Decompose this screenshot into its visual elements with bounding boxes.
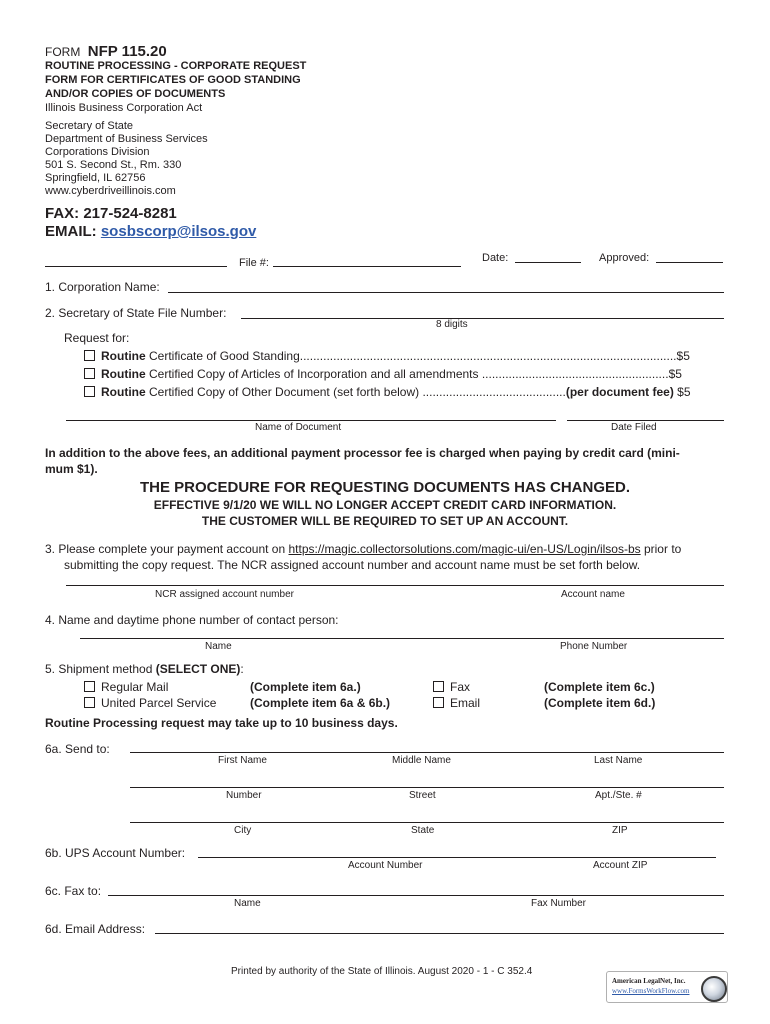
ncr-account-field[interactable] <box>66 585 724 586</box>
email-line: EMAIL: sosbscorp@ilsos.gov <box>45 223 257 240</box>
articles-checkbox[interactable] <box>84 368 95 379</box>
send-to-name-field[interactable] <box>130 752 724 753</box>
request-articles[interactable]: Routine Certified Copy of Articles of Incorporation and all amendments ........................................................$5 <box>84 367 682 381</box>
name-of-document-field[interactable] <box>66 420 556 421</box>
fax-number-caption: Fax Number <box>531 898 587 909</box>
aln-seal-icon <box>701 976 727 1002</box>
form-title-line-1: ROUTINE PROCESSING - CORPORATE REQUEST <box>45 60 307 72</box>
fax-name-caption: Name <box>234 898 261 909</box>
fax-to-field[interactable] <box>108 895 724 896</box>
corporation-name-field[interactable] <box>168 292 724 293</box>
form-title-line-2: FORM FOR CERTIFICATES OF GOOD STANDING <box>45 74 301 86</box>
email-link[interactable]: sosbscorp@ilsos.gov <box>100 223 257 240</box>
fax-note: (Complete item 6c.) <box>544 680 655 694</box>
fax-number: FAX: 217-524-8281 <box>45 205 177 222</box>
aln-website-link[interactable]: www.FormsWorkFlow.com <box>612 987 690 995</box>
address-line-5: Springfield, IL 62756 <box>45 172 146 184</box>
payment-account-link[interactable]: https://magic.collectorsolutions.com/magic-ui/en-US/Login/ilsos-bs <box>288 542 641 556</box>
printed-by-authority: Printed by authority of the State of Illinois. August 2020 - 1 - C 352.4 <box>231 966 533 977</box>
apt-caption: Apt./Ste. # <box>595 790 642 801</box>
form-title-line-3: AND/OR COPIES OF DOCUMENTS <box>45 88 226 100</box>
regular-mail-note: (Complete item 6a.) <box>250 680 361 694</box>
email-note: (Complete item 6d.) <box>544 696 656 710</box>
address-line-1: Secretary of State <box>45 120 134 132</box>
item3-text: 3. Please complete your payment account on https://magic.collectorsolutions.com/magic-ui/en-US/Login/ilsos-bs prior to <box>45 542 682 556</box>
account-number-caption: Account Number <box>348 860 423 871</box>
good-standing-checkbox[interactable] <box>84 350 95 361</box>
option-email[interactable]: Email <box>433 696 480 710</box>
date-field[interactable] <box>515 262 581 263</box>
date-filed-caption: Date Filed <box>611 422 657 433</box>
option-regular-mail[interactable]: Regular Mail <box>84 680 168 694</box>
account-required-notice: THE CUSTOMER WILL BE REQUIRED TO SET UP AN ACCOUNT. <box>201 514 569 528</box>
street-caption: Street <box>409 790 436 801</box>
act-name: Illinois Business Corporation Act <box>45 102 203 114</box>
ups-account-field[interactable] <box>198 857 716 858</box>
fax-to-label: 6c. Fax to: <box>45 884 102 898</box>
request-good-standing[interactable]: Routine Certificate of Good Standing.................................................................................................................$5 <box>84 349 690 363</box>
item3-text-2: submitting the copy request. The NCR assigned account number and account name must be set forth below. <box>64 558 641 572</box>
option-fax[interactable]: Fax <box>433 680 470 694</box>
account-zip-caption: Account ZIP <box>593 860 648 871</box>
website-link[interactable]: www.cyberdriveillinois.com <box>45 185 176 197</box>
sos-file-number-field[interactable] <box>241 318 724 319</box>
number-caption: Number <box>226 790 262 801</box>
account-name-caption: Account name <box>561 589 625 600</box>
procedure-changed-headline: THE PROCEDURE FOR REQUESTING DOCUMENTS HAS CHANGED. <box>139 479 631 496</box>
first-name-caption: First Name <box>218 755 267 766</box>
date-filed-field[interactable] <box>567 420 724 421</box>
ups-note: (Complete item 6a & 6b.) <box>250 696 391 710</box>
other-document-checkbox[interactable] <box>84 386 95 397</box>
name-of-document-caption: Name of Document <box>255 422 342 433</box>
no-credit-card-notice: EFFECTIVE 9/1/20 WE WILL NO LONGER ACCEPT CREDIT CARD INFORMATION. <box>153 498 617 512</box>
shipment-method-label: 5. Shipment method (SELECT ONE): <box>45 662 244 676</box>
street-address-field[interactable] <box>130 787 724 788</box>
contact-name-caption: Name <box>205 641 232 652</box>
option-ups[interactable]: United Parcel Service <box>84 696 216 710</box>
contact-person-label: 4. Name and daytime phone number of contact person: <box>45 613 339 627</box>
contact-phone-caption: Phone Number <box>560 641 628 652</box>
city-caption: City <box>234 825 252 836</box>
request-for-label: Request for: <box>64 331 130 345</box>
processing-time-note: Routine Processing request may take up to 10 business days. <box>45 716 398 730</box>
state-caption: State <box>411 825 435 836</box>
processor-fee-notice-2: mum $1). <box>45 462 98 476</box>
contact-person-field[interactable] <box>80 638 724 639</box>
date-label: Date: <box>482 252 509 264</box>
eight-digits-caption: 8 digits <box>436 319 468 330</box>
ncr-account-number-caption: NCR assigned account number <box>155 589 294 600</box>
approved-label: Approved: <box>599 252 650 264</box>
form-number: FORM NFP 115.20 <box>45 43 167 60</box>
address-line-3: Corporations Division <box>45 146 150 158</box>
ups-checkbox[interactable] <box>84 697 95 708</box>
fax-checkbox[interactable] <box>433 681 444 692</box>
file-number-label: 2. Secretary of State File Number: <box>45 306 227 320</box>
address-line-2: Department of Business Services <box>45 133 208 145</box>
file-number-field[interactable] <box>273 266 461 267</box>
aln-company-name: American LegalNet, Inc. <box>612 977 686 985</box>
request-other-document[interactable]: Routine Certified Copy of Other Document (set forth below) ...........................................(per document fee) $5 <box>84 385 691 399</box>
email-address-field[interactable] <box>155 933 724 934</box>
last-name-caption: Last Name <box>594 755 643 766</box>
office-blank-line[interactable] <box>45 266 227 267</box>
approved-field[interactable] <box>656 262 723 263</box>
send-to-label: 6a. Send to: <box>45 742 110 756</box>
zip-caption: ZIP <box>612 825 628 836</box>
file-label: File #: <box>239 257 269 269</box>
processor-fee-notice: In addition to the above fees, an additional payment processor fee is charged when paying by credit card (mini- <box>45 446 680 460</box>
email-checkbox[interactable] <box>433 697 444 708</box>
address-line-4: 501 S. Second St., Rm. 330 <box>45 159 182 171</box>
corporation-name-label: 1. Corporation Name: <box>45 280 160 294</box>
middle-name-caption: Middle Name <box>392 755 451 766</box>
regular-mail-checkbox[interactable] <box>84 681 95 692</box>
email-address-label: 6d. Email Address: <box>45 922 146 936</box>
city-state-zip-field[interactable] <box>130 822 724 823</box>
ups-account-label: 6b. UPS Account Number: <box>45 846 186 860</box>
